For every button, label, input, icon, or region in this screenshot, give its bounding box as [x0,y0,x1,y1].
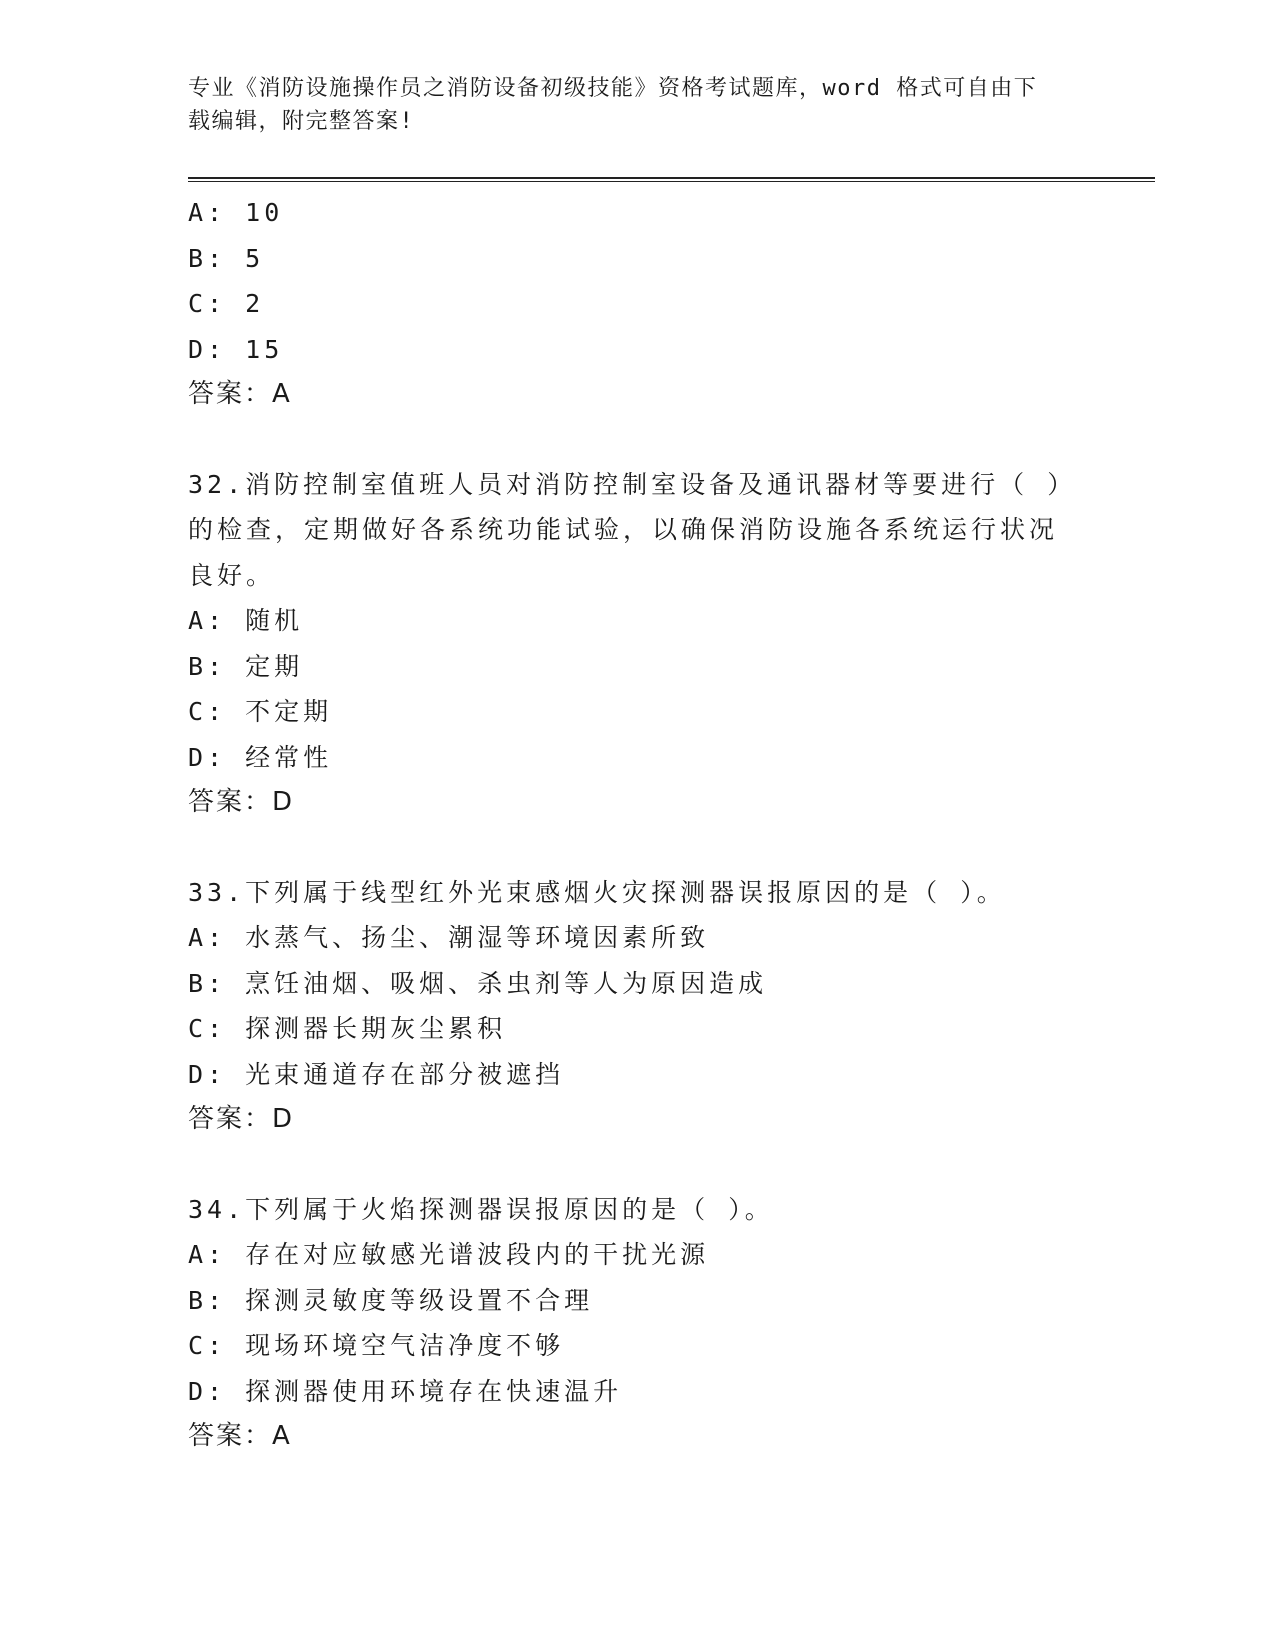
answer-label: 答案：A [188,379,292,409]
option-d: D: 经常性 [188,742,333,772]
option-c: C: 现场环境空气洁净度不够 [188,1331,565,1360]
question-stem: 33.下列属于线型红外光束感烟火灾探测器误报原因的是（ ）。 [188,877,1006,907]
spacer [188,1143,1088,1187]
option-c: C: 不定期 [188,697,333,726]
spacer [188,826,1088,870]
question-stem-line: 32.消防控制室值班人员对消防控制室设备及通讯器材等要进行（ ） [188,469,1077,499]
question-32-block [188,462,1088,826]
question-33-block [188,870,1088,1143]
option-a: A: 水蒸气、扬尘、潮湿等环境因素所致 [188,923,710,952]
header-line-1: 专业《消防设施操作员之消防设备初级技能》资格考试题库，word 格式可自由下 [188,76,1038,101]
question-list [188,190,1088,1460]
option-b: B: 5 [188,243,265,273]
spacer [188,418,1088,462]
option-b: B: 烹饪油烟、吸烟、杀虫剂等人为原因造成 [188,968,768,998]
question-stem-line: 良好。 [188,560,276,590]
answer-label: 答案：D [188,787,295,817]
option-b: B: 定期 [188,651,304,681]
header-divider-thin [188,181,1155,182]
question-stem: 34.下列属于火焰探测器误报原因的是（ ）。 [188,1194,774,1224]
option-a: A: 10 [188,198,284,227]
option-b: B: 探测灵敏度等级设置不合理 [188,1285,594,1315]
option-c: C: 2 [188,289,265,318]
answer-label: 答案：D [188,1104,295,1134]
answer-label: 答案：A [188,1421,292,1451]
question-stem-line: 的检查，定期做好各系统功能试验，以确保消防设施各系统运行状况 [188,515,1059,544]
option-c: C: 探测器长期灰尘累积 [188,1014,507,1043]
document-header [188,72,1088,138]
question-31-block [188,190,1088,418]
header-divider-thick [188,177,1155,179]
option-d: D: 光束通道存在部分被遮挡 [188,1059,565,1089]
option-d: D: 15 [188,334,284,364]
question-34-block [188,1187,1088,1460]
option-a: A: 存在对应敏感光谱波段内的干扰光源 [188,1240,710,1269]
option-a: A: 随机 [188,606,304,635]
header-line-2: 载编辑，附完整答案! [188,109,415,134]
option-d: D: 探测器使用环境存在快速温升 [188,1376,623,1406]
